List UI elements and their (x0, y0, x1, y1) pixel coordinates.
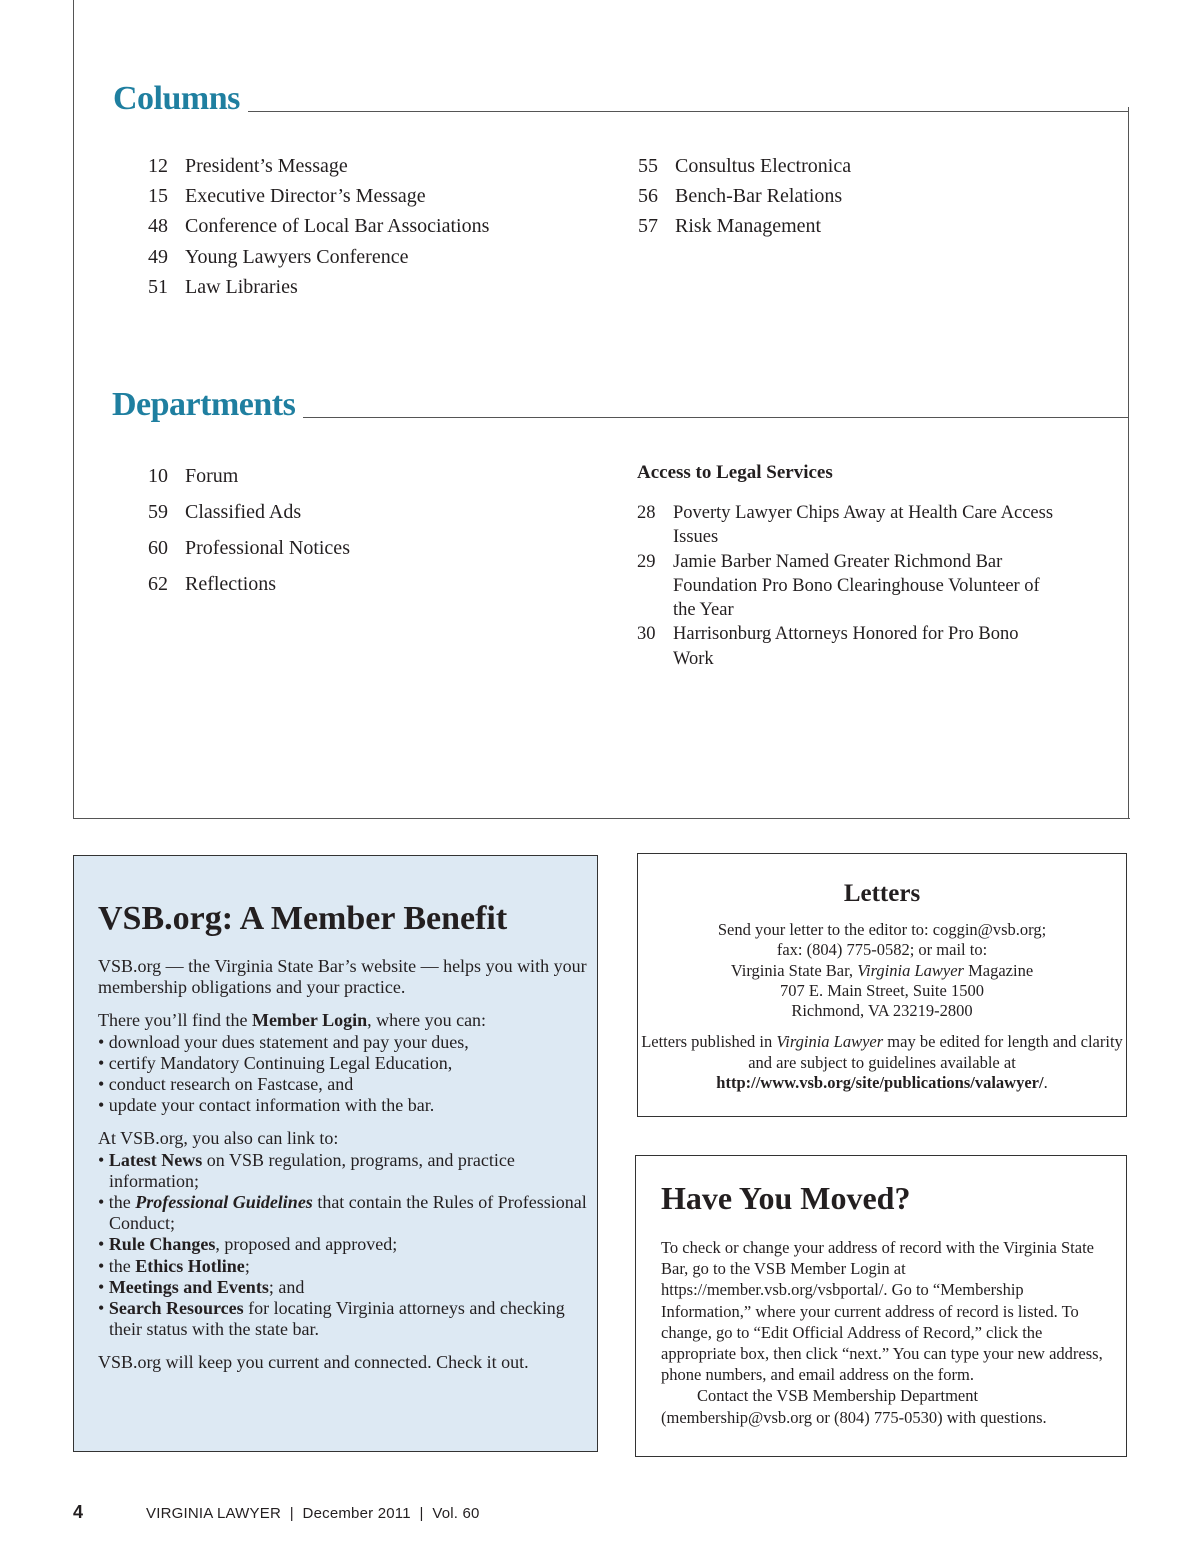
letters-title: Letters (843, 880, 921, 907)
text: , proposed and approved; (215, 1234, 398, 1255)
item-title: Classified Ads (185, 501, 302, 523)
list-item (148, 272, 489, 302)
vsb-login-intro (98, 1010, 588, 1031)
text: may be edited for length and clarity and are subject to guidelines available at (748, 1032, 1123, 1072)
text: • (98, 1298, 109, 1319)
member-login-text: Member Login (251, 1010, 368, 1031)
text: There you’ll find the (98, 1010, 252, 1031)
list-item: • download your dues statement and pay your dues, (98, 1031, 469, 1052)
letters-line (638, 961, 1126, 981)
text: • (98, 1276, 109, 1297)
item-title: Bench-Bar Relations (675, 185, 843, 208)
item-title: Forum (185, 465, 239, 487)
moved-body (661, 1237, 1111, 1428)
moved-paragraph: Contact the VSB Membership Department (membership@vsb.org or (804) 775-0530) with questions. (661, 1386, 1047, 1427)
list-item (638, 151, 851, 181)
bold-text: Ethics Hotline (135, 1255, 245, 1276)
page-number: 55 (638, 155, 658, 177)
page-number: 62 (148, 573, 168, 595)
text: on VSB regulation, programs, and practice information; (109, 1149, 515, 1191)
letters-line: Send your letter to the editor to: coggin@vsb.org; (717, 920, 1047, 939)
bold-text: Latest News (108, 1149, 203, 1170)
text: that contain the Rules of Professional Conduct; (109, 1192, 587, 1234)
list-item (637, 501, 1063, 550)
letters-line: 707 E. Main Street, Suite 1500 (780, 980, 984, 1000)
vsb-member-benefit-box (73, 855, 598, 1452)
item-title: Consultus Electronica (675, 155, 852, 177)
item-title: Conference of Local Bar Associations (185, 215, 490, 238)
letters-line: Richmond, VA 23219-2800 (791, 1001, 973, 1021)
item-title: Professional Notices (185, 537, 350, 559)
text: ; and (268, 1276, 305, 1297)
have-you-moved-box (635, 1155, 1127, 1457)
access-legal-services-title: Access to Legal Services (637, 462, 833, 483)
list-item (148, 458, 350, 494)
page-number: 59 (148, 501, 168, 523)
columns-rule (248, 111, 1129, 112)
bold-text: Search Resources (108, 1298, 244, 1319)
moved-paragraph: To check or change your address of record with the Virginia State Bar, go to the VSB Member Login at https://member.vsb.org/vsbportal/. Go to “Membership Information,” where your current address of record is listed. To change, go to “Edit Official Address of Record,” click the appropriate box, then click “next.” You can type your new address, phone numbers, and email address on the form. (661, 1238, 1103, 1385)
list-item (98, 1192, 588, 1234)
list-item (98, 1256, 588, 1277)
item-title: Harrisonburg Attorneys Honored for Pro Bono Work (673, 624, 1019, 669)
item-title: Jamie Barber Named Greater Richmond Bar Foundation Pro Bono Clearinghouse Volunteer of the Year (673, 551, 1040, 621)
page-number: 4 (73, 1502, 84, 1522)
list-item (638, 211, 851, 241)
list-item (637, 550, 1063, 623)
vsb-closing: VSB.org will keep you current and connected. Check it out. (98, 1352, 529, 1373)
italic-text: Virginia Lawyer (776, 1032, 884, 1052)
item-title: Poverty Lawyer Chips Away at Health Care Access Issues (673, 503, 1054, 548)
item-title: Law Libraries (185, 275, 298, 298)
list-item (98, 1298, 588, 1340)
list-item (98, 1150, 588, 1192)
vsb-intro: VSB.org — the Virginia State Bar’s website — helps you with your membership obligations and your practice. (98, 956, 587, 998)
list-item (637, 622, 1063, 671)
departments-rule (303, 417, 1128, 418)
vsb-link-intro: At VSB.org, you also can link to: (98, 1128, 339, 1149)
list-item: • update your contact information with the bar. (98, 1095, 435, 1116)
page-number: 28 (637, 503, 656, 523)
item-title: Young Lawyers Conference (185, 245, 409, 268)
bold-italic-text: Professional Guidelines (135, 1192, 313, 1213)
columns-title: Columns (113, 80, 240, 117)
page-number: 10 (148, 465, 168, 487)
toc-frame-right-rule (1128, 107, 1129, 818)
item-title: President’s Message (185, 155, 348, 177)
page-number: 60 (148, 537, 168, 559)
vsb-login-list (98, 1032, 588, 1117)
page-number: 49 (148, 245, 168, 268)
bold-text: Meetings and Events (108, 1276, 269, 1297)
departments-heading (112, 388, 1128, 422)
list-item (148, 566, 350, 602)
columns-list-left (148, 151, 489, 302)
page-number: 12 (148, 155, 168, 177)
list-item: • certify Mandatory Continuing Legal Education, (98, 1052, 453, 1073)
list-item (148, 211, 489, 241)
moved-title: Have You Moved? (661, 1180, 911, 1216)
page-number: 51 (148, 275, 168, 298)
vsb-box-body (98, 956, 588, 1386)
vsb-link-list (98, 1150, 588, 1341)
list-item (148, 494, 350, 530)
page-number: 56 (638, 185, 658, 208)
text: ; (244, 1255, 250, 1276)
page-number: 15 (148, 185, 168, 208)
publication-info: VIRGINIA LAWYER | December 2011 | Vol. 60 (146, 1505, 480, 1522)
page-number: 48 (148, 215, 168, 238)
bold-text: Rule Changes (108, 1234, 216, 1255)
list-item (148, 242, 489, 272)
text: • (98, 1149, 109, 1170)
page-number: 29 (637, 551, 656, 572)
text: for locating Virginia attorneys and checking their status with the state bar. (109, 1298, 565, 1340)
letters-box (637, 853, 1127, 1117)
letters-address (638, 920, 1126, 1021)
text: Virginia State Bar, (730, 960, 858, 980)
page-footer (73, 1502, 480, 1523)
list-item (98, 1277, 588, 1298)
text: Magazine (963, 960, 1034, 980)
columns-list-right (638, 151, 851, 242)
list-item (638, 181, 851, 211)
letters-note (638, 1032, 1126, 1093)
page-number: 30 (637, 624, 656, 645)
guidelines-link[interactable]: http://www.vsb.org/site/publications/valawyer/ (716, 1073, 1044, 1093)
access-legal-services-list (637, 501, 1063, 671)
item-title: Executive Director’s Message (185, 185, 426, 208)
item-title: Risk Management (675, 215, 822, 238)
list-item (148, 530, 350, 566)
list-item: • conduct research on Fastcase, and (98, 1074, 354, 1095)
columns-heading (113, 82, 1129, 116)
text: . (1043, 1073, 1048, 1093)
departments-title: Departments (112, 386, 296, 423)
list-item (148, 151, 489, 181)
italic-text: Virginia Lawyer (857, 960, 964, 980)
text: • the (98, 1255, 136, 1276)
item-title: Reflections (185, 573, 277, 595)
text: • (98, 1234, 109, 1255)
text: Letters published in (641, 1032, 777, 1052)
vsb-box-title: VSB.org: A Member Benefit (98, 900, 508, 937)
letters-line: fax: (804) 775-0582; or mail to: (776, 940, 988, 960)
list-item (148, 181, 489, 211)
list-item (98, 1234, 588, 1255)
text: , where you can: (367, 1010, 487, 1031)
text: • the (98, 1192, 136, 1213)
page-number: 57 (638, 215, 658, 238)
departments-list (148, 458, 350, 602)
